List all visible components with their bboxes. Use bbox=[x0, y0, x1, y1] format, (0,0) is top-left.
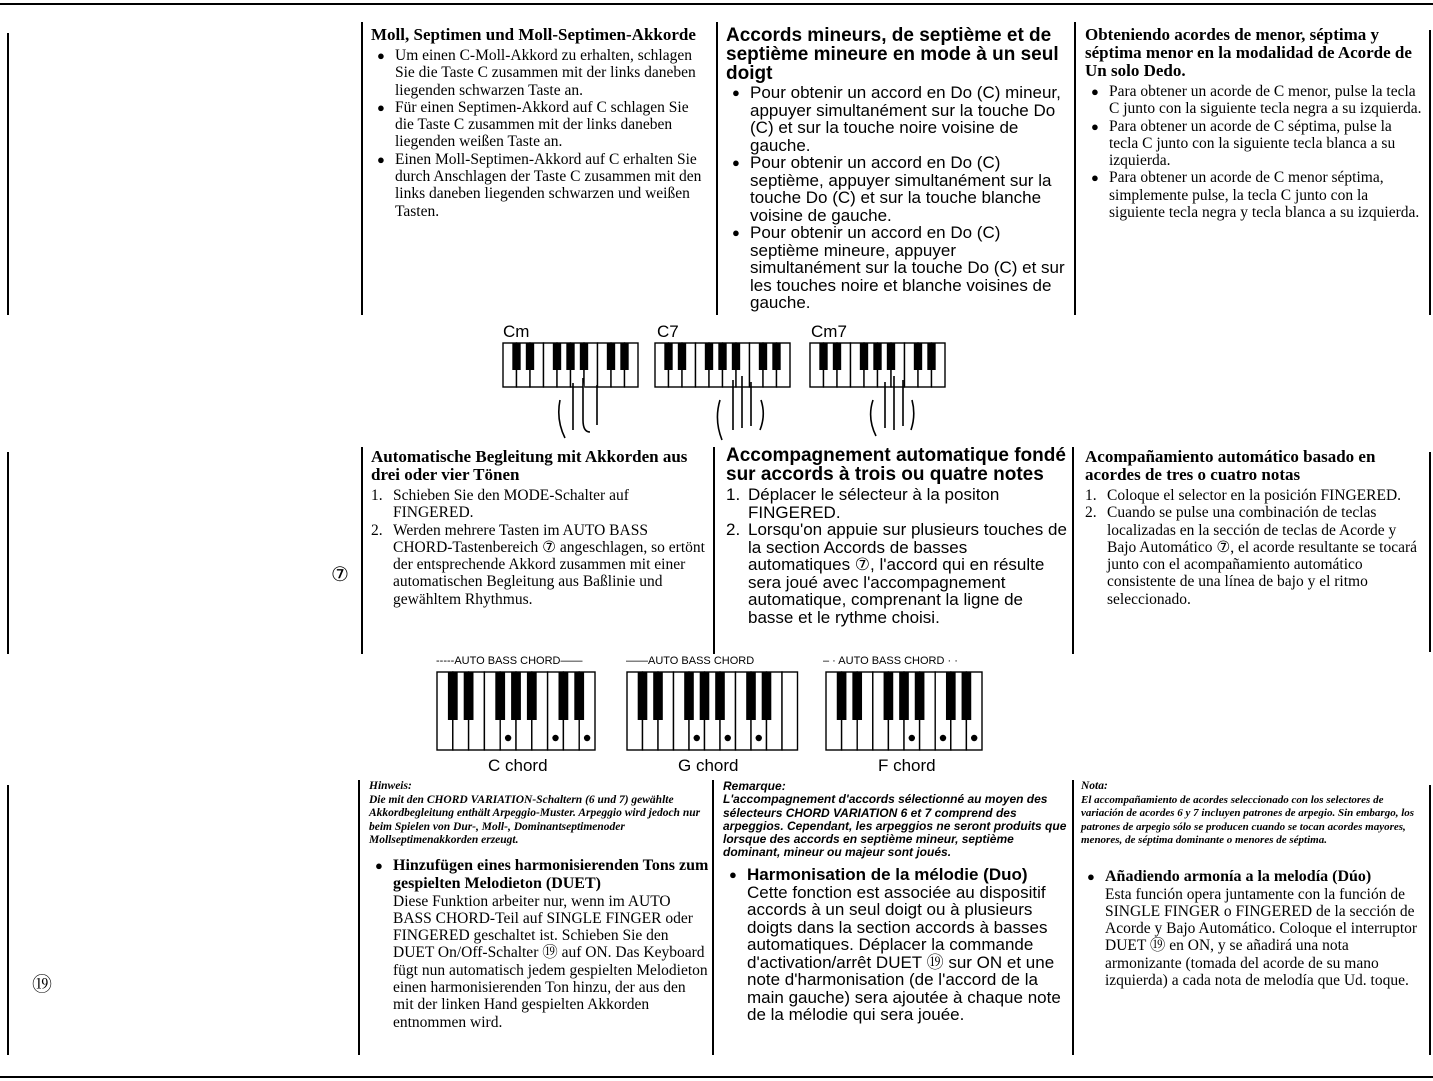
black-key bbox=[746, 672, 756, 720]
list-item: ● Añadiendo armonía a la melodía (Dúo) Esta función opera juntamente con la función de SINGLE FINGER o FINGERED de la sección de Acorde y Bajo Automático. Coloque el interruptor DUET ⑲ en ON, y se añadirá una nota armonizante (tomada del acorde de su mano izquierda) a cada nota de melodía que Ud. toque. bbox=[1081, 868, 1423, 990]
list-item: ● Hinzufügen eines harmonisierenden Tons zum gespielten Melodieton (DUET) Diese Funktion arbeiter nur, wenn im AUTO BASS CHORD-Teil auf SINGLE FINGER oder FINGERED geschaltet ist. Schieben Sie den DUET On/Off-Schalter ⑲ auf ON. Das Keyboard fügt nun automatisch jedem gespielten Melodieton einen harmonisierenden Ton hinzu, der aus den mit der linken Hand gespielten Akkorden entnommen wird. bbox=[375, 856, 709, 1031]
keyboard-f-chord bbox=[826, 672, 982, 750]
black-key bbox=[574, 672, 584, 720]
note-title: Hinweis: bbox=[369, 780, 412, 792]
pressed-key-dot bbox=[725, 735, 731, 741]
black-key bbox=[962, 672, 972, 720]
pressed-key-dot bbox=[909, 735, 915, 741]
section-title: Moll, Septimen und Moll-Septimen-Akkorde bbox=[371, 25, 696, 44]
pressed-key-dot bbox=[971, 735, 977, 741]
body-text: Cette fonction est associée au dispositif accords à un seul doigt ou à plusieurs doigts dans la section accords à basses automatiques. Déplacer la commande d'activation/arrêt DUET ⑲ sur ON et une note d'harmonisation (de l'accord de la main gauche) sera ajoutée à chaque note de la mélodie qui sera jouée. bbox=[747, 882, 1061, 1025]
black-key bbox=[448, 672, 458, 720]
section3-fr bbox=[723, 780, 1069, 1024]
black-key bbox=[700, 672, 710, 720]
note-text: L'accompagnement d'accords sélectionné au moyen des sélecteurs CHORD VARIATION 6 et 7 comprend des arpeggios. Cependant, les arpeggios ne seront produits que lorsque des accords en septième mineur, septième dominant, mineur ou majeur sont joués. bbox=[723, 792, 1067, 860]
list-item: ● Einen Moll-Septimen-Akkord auf C erhalten Sie durch Anschlagen der Taste C zusammen mit den links daneben liegenden schwarzen und weißen Tasten. bbox=[377, 150, 702, 220]
list-item: ● Harmonisation de la mélodie (Duo) Cette fonction est associée au dispositif accords à un seul doigt ou à plusieurs doigts dans la section accords à basses automatiques. Déplacer la commande d'activation/arrêt DUET ⑲ sur ON et une note d'harmonisation (de l'accord de la main gauche) sera ajoutée à chaque note de la mélodie qui sera jouée. bbox=[723, 866, 1069, 1024]
list-item: 1. Schieben Sie den MODE-Schalter auf FINGERED. bbox=[371, 487, 629, 522]
section-title: Automatische Begleitung mit Akkorden aus drei oder vier Tönen bbox=[371, 447, 688, 484]
black-key bbox=[899, 672, 909, 720]
black-key bbox=[511, 672, 521, 720]
auto-bass-chord-label: -----AUTO BASS CHORD—— bbox=[436, 655, 583, 667]
list-item: ● Para obtener un acorde de C menor, pulse la tecla C junto con la siguiente tecla negra a su izquierda. bbox=[1091, 83, 1422, 118]
black-key bbox=[638, 672, 648, 720]
black-key bbox=[946, 672, 956, 720]
chord-label-cm7: Cm7 bbox=[811, 322, 847, 341]
list-item: 2. Werden mehrere Tasten im AUTO BASS CHORD-Tastenbereich ⑦ angeschlagen, so ertönt der entsprechende Akkord zusammen mit einer automatischen Begleitung aus Baßlinie und gewähltem Rhythmus. bbox=[371, 521, 705, 608]
pressed-key-dot bbox=[505, 735, 511, 741]
chord-label-cm: Cm bbox=[503, 322, 530, 341]
black-key bbox=[527, 672, 537, 720]
section-title: Obteniendo acordes de menor, séptima y séptima menor en la modalidad de Acorde de Un solo Dedo. bbox=[1085, 25, 1412, 80]
chord-label-c7: C7 bbox=[657, 322, 679, 341]
section-title: Accompagnement automatique fondé sur accords à trois ou quatre notes bbox=[726, 445, 1066, 485]
black-key bbox=[464, 672, 474, 720]
auto-bass-chord-label: ——AUTO BASS CHORD bbox=[626, 655, 755, 667]
black-key bbox=[715, 672, 725, 720]
section-title: Accords mineurs, de septième et de septième mineure en mode à un seul doigt bbox=[726, 25, 1059, 84]
list-item: 2. Lorsqu'on appuie sur plusieurs touches de la section Accords de basses automatiques ⑦, l'accord qui en résulte sera joué avec l'accompagnement automatique, comprenant la ligne de basse et le rythme choisi. bbox=[726, 520, 1067, 627]
pressed-key-dot bbox=[694, 735, 700, 741]
list-item: 2. Cuando se pulse una combinación de teclas localizadas en la sección de teclas de Acorde y Bajo Automático ⑦, el acorde resultante se tocará junto con el acompañamiento automático consistente de una línea de bajo y el ritmo seleccionado. bbox=[1085, 504, 1417, 608]
black-key bbox=[884, 672, 894, 720]
section-title: Añadiendo armonía a la melodía (Dúo) bbox=[1105, 867, 1372, 885]
black-key bbox=[495, 672, 505, 720]
body-text: Diese Funktion arbeiter nur, wenn im AUTO BASS CHORD-Teil auf SINGLE FINGER oder FINGERED geschaltet ist. Schieben Sie den DUET On/Off-Schalter ⑲ auf ON. Das Keyboard fügt nun automatisch jedem gespielten Melodieton einen harmonisierenden Ton hinzu, der aus den mit der linken Hand gespielten Akkorden entnommen wird. bbox=[393, 892, 708, 1031]
list-item: 1. Coloque el selector en la posición FINGERED. bbox=[1085, 487, 1402, 504]
black-key bbox=[684, 672, 694, 720]
body-text: Esta función opera juntamente con la función de SINGLE FINGER o FINGERED de la sección de Acorde y Bajo Automático. Coloque el interruptor DUET ⑲ en ON, y se añadirá una nota armonizante (tomada del acorde de su mano izquierda) a cada nota de melodía que Ud. toque. bbox=[1105, 885, 1418, 989]
pressed-key-dot bbox=[584, 735, 590, 741]
pressed-key-dot bbox=[940, 735, 946, 741]
black-key bbox=[653, 672, 663, 720]
note-text: El accompañamiento de acordes seleccionado con los selectores de variación de acordes 6 y 7 incluyen patrones de arpegio. Sin embargo, los patrones de arpegio sólo se producen cuando se tocan acordes mayores, menores, de séptima dominante o menores de séptima. bbox=[1081, 793, 1415, 846]
marker-7: ⑦ bbox=[331, 562, 349, 586]
section-title: Hinzufügen eines harmonisierenden Tons zum gespielten Melodieton (DUET) bbox=[393, 856, 709, 892]
section3-de bbox=[369, 780, 709, 1031]
keyboard-g-chord bbox=[627, 672, 798, 750]
section-title: Harmonisation de la mélodie (Duo) bbox=[747, 864, 1028, 884]
marker-19: ⑲ bbox=[32, 972, 52, 996]
list-item: ● Für einen Septimen-Akkord auf C schlagen Sie die Taste C zusammen mit der links daneben liegenden weißen Taste an. bbox=[377, 98, 689, 151]
chord-label-f-chord: F chord bbox=[878, 756, 936, 775]
black-key bbox=[762, 672, 772, 720]
chord-label-g-chord: G chord bbox=[678, 756, 739, 775]
white-key bbox=[782, 672, 798, 750]
list-item: ● Para obtener un acorde de C séptima, pulse la tecla C junto con la siguiente tecla blanca a su izquierda. bbox=[1091, 117, 1396, 170]
section-title: Acompañamiento automático basado en acordes de tres o cuatro notas bbox=[1085, 447, 1376, 484]
pressed-key-dot bbox=[756, 735, 762, 741]
list-item: ● Pour obtenir un accord en Do (C) mineur, appuyer simultanément sur la touche Do (C) et sur la touche noire voisine de gauche. bbox=[732, 83, 1061, 155]
list-item: ● Para obtener un acorde de C menor séptima, simplemente pulse, la tecla C junto con la siguiente tecla negra y tecla blanca a su izquierda. bbox=[1091, 169, 1420, 222]
black-key bbox=[915, 672, 925, 720]
list-item: 1. Déplacer le sélecteur à la positon FINGERED. bbox=[726, 485, 1000, 522]
auto-bass-chord-label: – · AUTO BASS CHORD · · bbox=[823, 655, 958, 667]
black-key bbox=[559, 672, 569, 720]
black-key bbox=[837, 672, 847, 720]
keyboard-c-chord bbox=[437, 672, 595, 750]
note-title: Remarque: bbox=[723, 779, 786, 793]
pressed-key-dot bbox=[552, 735, 558, 741]
note-title: Nota: bbox=[1081, 780, 1108, 792]
black-key bbox=[852, 672, 862, 720]
chord-label-c-chord: C chord bbox=[488, 756, 548, 775]
note-text: Die mit den CHORD VARIATION-Schaltern (6 und 7) gewählte Akkordbegleitung enthält Arpeggio-Muster. Arpeggio wird jedoch nur beim Spielen von Dur-, Moll-, Dominantseptimenoder Mollseptimenakkorden erzeugt. bbox=[369, 793, 701, 846]
list-item: ● Um einen C-Moll-Akkord zu erhalten, schlagen Sie die Taste C zusammen mit der links daneben liegenden schwarzen Taste an. bbox=[377, 47, 696, 99]
list-item: ● Pour obtenir un accord en Do (C) septième mineure, appuyer simultanément sur la touche Do (C) et sur les touches noire et blanche voisines de gauche. bbox=[732, 223, 1065, 312]
section3-es bbox=[1081, 780, 1423, 989]
list-item: ● Pour obtenir un accord en Do (C) septième, appuyer simultanément sur la touche Do (C) et sur la touche blanche voisine de gauche. bbox=[732, 153, 1052, 225]
